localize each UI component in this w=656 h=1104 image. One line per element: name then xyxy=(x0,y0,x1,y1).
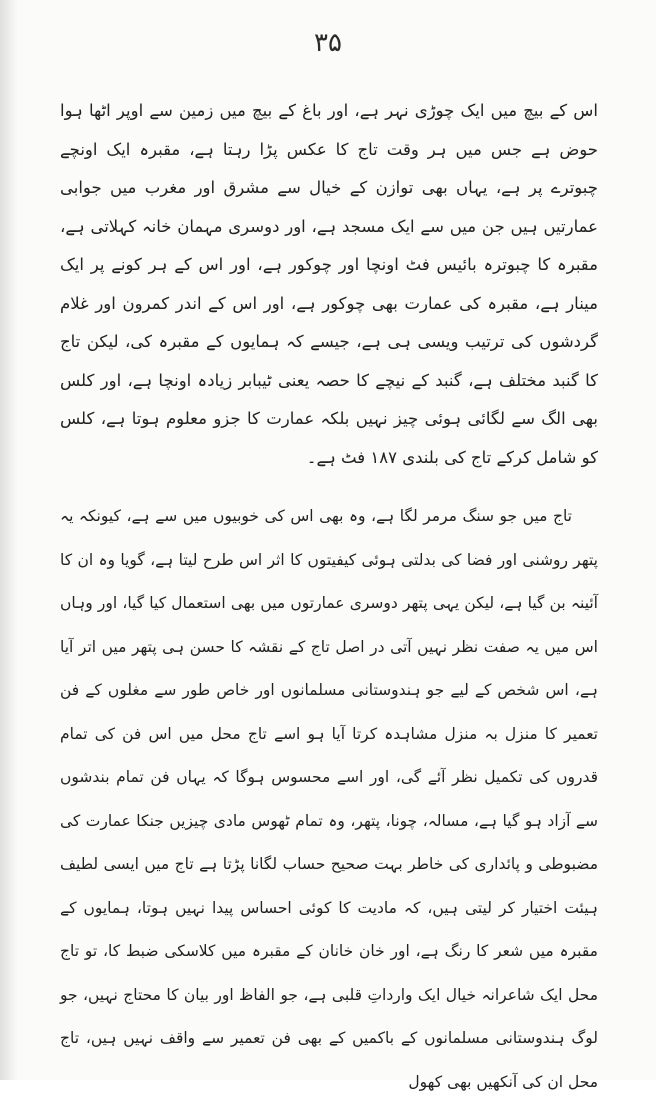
page-number: ۳۵ xyxy=(314,28,342,58)
paragraph-1: اس کے بیچ میں ایک چوڑی نہر ہے، اور باغ کے بیچ میں زمین سے اوپر اٹھا ہوا حوض ہے جس میں ہر وقت تاج کا عکس پڑا رہتا ہے، مقبرہ ایک اونچے چبوترے پر ہے، یہاں بھی توازن کے خیال سے مشرق اور مغرب میں جوابی عمارتیں ہیں جن میں سے ایک مسجد ہے، اور دوسری مہمان خانہ کہلاتی ہے، مقبرہ کا چبوترہ بائیس فٹ اونچا اور چوکور ہے، اور اس کے ہر کونے پر ایک مینار ہے، مقبرہ کی عمارت بھی چوکور ہے، اور اس کے اندر کمرون اور غلام گردشوں کی ترتیب ویسی ہی ہے، جیسے کہ ہمایوں کے مقبرہ کی، لیکن تاج کا گنبد مختلف ہے، گنبد کے نیچے کا حصہ یعنی ٹیبابر زیادہ اونچا ہے، اور کلس بھی الگ سے لگائی ہوئی چیز نہیں بلکہ عمارت کا جزو معلوم ہوتا ہے، کلس کو شامل کرکے تاج کی بلندی ۱۸۷ فٹ ہے۔ xyxy=(60,101,598,467)
scan-edge-shadow xyxy=(0,0,18,1080)
body-text xyxy=(60,92,598,1104)
paragraph-2: تاج میں جو سنگ مرمر لگا ہے، وہ بھی اس کی خوبیوں میں سے ہے، کیونکہ یہ پتھر روشنی اور فضا کی بدلتی ہوئی کیفیتوں کا اثر اس طرح لیتا ہے، گویا وہ ان کا آئینہ بن گیا ہے، لیکن یہی پتھر دوسری عمارتوں میں بھی استعمال کیا گیا، اور وہاں اس میں یہ صفت نظر نہیں آتی در اصل تاج کے نقشہ کا حسن ہی پتھر میں اتر آیا ہے، اس شخص کے لیے جو ہندوستانی مسلمانوں اور خاص طور سے مغلوں کے فن تعمیر کا منزل بہ منزل مشاہدہ کرتا آیا ہو اسے تاج محل میں اس فن کی تمام قدروں کی تکمیل نظر آئے گی، اور اسے محسوس ہوگا کہ یہاں فن تمام بندشوں سے آزاد ہو گیا ہے، مسالہ، چونا، پتھر، وہ تمام ٹھوس مادی چیزیں جنکا عمارت کی مضبوطی و پائداری کی خاطر بہت صحیح حساب لگانا پڑتا ہے تاج میں ایسی لطیف ہیئت اختیار کر لیتی ہیں، کہ مادیت کا کوئی احساس پیدا نہیں ہوتا، ہمایوں کے مقبرہ میں شعر کا رنگ ہے، اور خان خانان کے مقبرہ میں کلاسکی ضبط کا، تو تاج محل ایک شاعرانہ خیال ایک وارداتِ قلبی ہے، جو الفاظ اور بیان کا محتاج نہیں، جو لوگ ہندوستانی مسلمانوں کے باکمیں کے بھی فن تعمیر سے واقف نہیں ہیں، تاج محل ان کی آنکھیں بھی کھول xyxy=(60,507,598,1091)
